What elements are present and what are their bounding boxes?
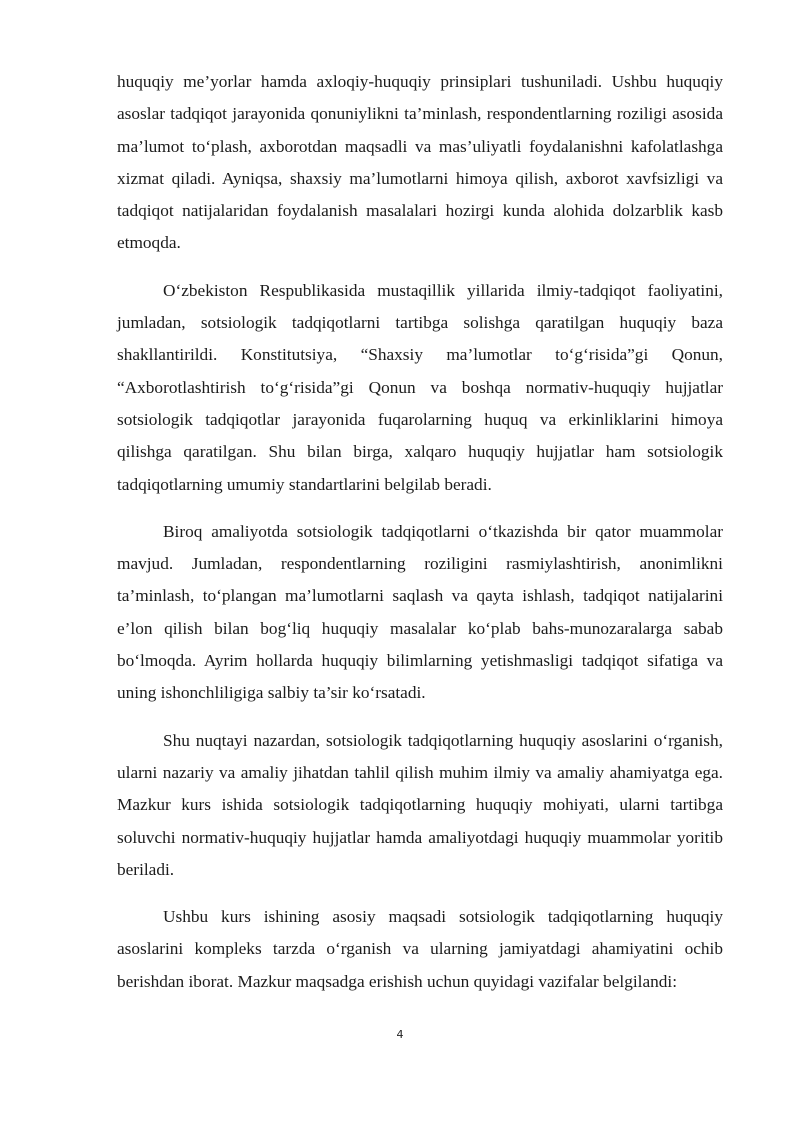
body-text [117, 66, 723, 1013]
page-number: 4 [396, 1028, 404, 1041]
paragraph-continuation: huquqiy me’yorlar hamda axloqiy-huquqiy prinsiplari tushuniladi. Ushbu huquqiy asoslar tadqiqot jarayonida qonuniylikni ta’minlash, respondentlarning roziligi asosida ma’lumot to‘plash, axborotdan maqsadli va mas’uliyatli foydalanishni kafolatlashga xizmat qiladi. Ayniqsa, shaxsiy ma’lumotlarni himoya qilish, axborot xavfsizligi va tadqiqot natijalaridan foydalanish masalalari hozirgi kunda alohida dolzarblik kasb etmoqda. [117, 72, 723, 253]
paragraph-goal: Ushbu kurs ishining asosiy maqsadi sotsiologik tadqiqotlarning huquqiy asoslarini kompleks tarzda o‘rganish va ularning jamiyatdagi ahamiyatini ochib berishdan iborat. Mazkur maqsadga erishish uchun quyidagi vazifalar belgilandi: [117, 907, 723, 991]
paragraph-legal-base: O‘zbekiston Respublikasida mustaqillik yillarida ilmiy-tadqiqot faoliyatini, jumladan, sotsiologik tadqiqotlarni tartibga solishga qaratilgan huquqiy baza shakllantirildi. Konstitutsiya, “Shaxsiy ma’lumotlar to‘g‘risida”gi Qonun, “Axborotlashtirish to‘g‘risida”gi Qonun va boshqa normativ-huquqiy hujjatlar sotsiologik tadqiqotlar jarayonida fuqarolarning huquq va erkinliklarini himoya qilishga qaratilgan. Shu bilan birga, xalqaro huquqiy hujjatlar ham sotsiologik tadqiqotlarning umumiy standartlarini belgilab beradi. [117, 280, 723, 494]
paragraph-significance: Shu nuqtayi nazardan, sotsiologik tadqiqotlarning huquqiy asoslarini o‘rganish, ularni nazariy va amaliy jihatdan tahlil qilish muhim ilmiy va amaliy ahamiyatga ega. Mazkur kurs ishida sotsiologik tadqiqotlarning huquqiy mohiyati, ularni tartibga soluvchi normativ-huquqiy hujjatlar hamda amaliyotdagi huquqiy muammolar yoritib beriladi. [117, 730, 723, 879]
paragraph-practical-problems: Biroq amaliyotda sotsiologik tadqiqotlarni o‘tkazishda bir qator muammolar mavjud. Jumladan, respondentlarning roziligini rasmiylashtirish, anonimlikni ta’minlash, to‘plangan ma’lumotlarni saqlash va qayta ishlash, tadqiqot natijalarini e’lon qilish bilan bog‘liq huquqiy masalalar ko‘plab bahs-munozaralarga sabab bo‘lmoqda. Ayrim hollarda huquqiy bilimlarning yetishmasligi tadqiqot sifatiga va uning ishonchliligiga salbiy ta’sir ko‘rsatadi. [117, 521, 723, 703]
